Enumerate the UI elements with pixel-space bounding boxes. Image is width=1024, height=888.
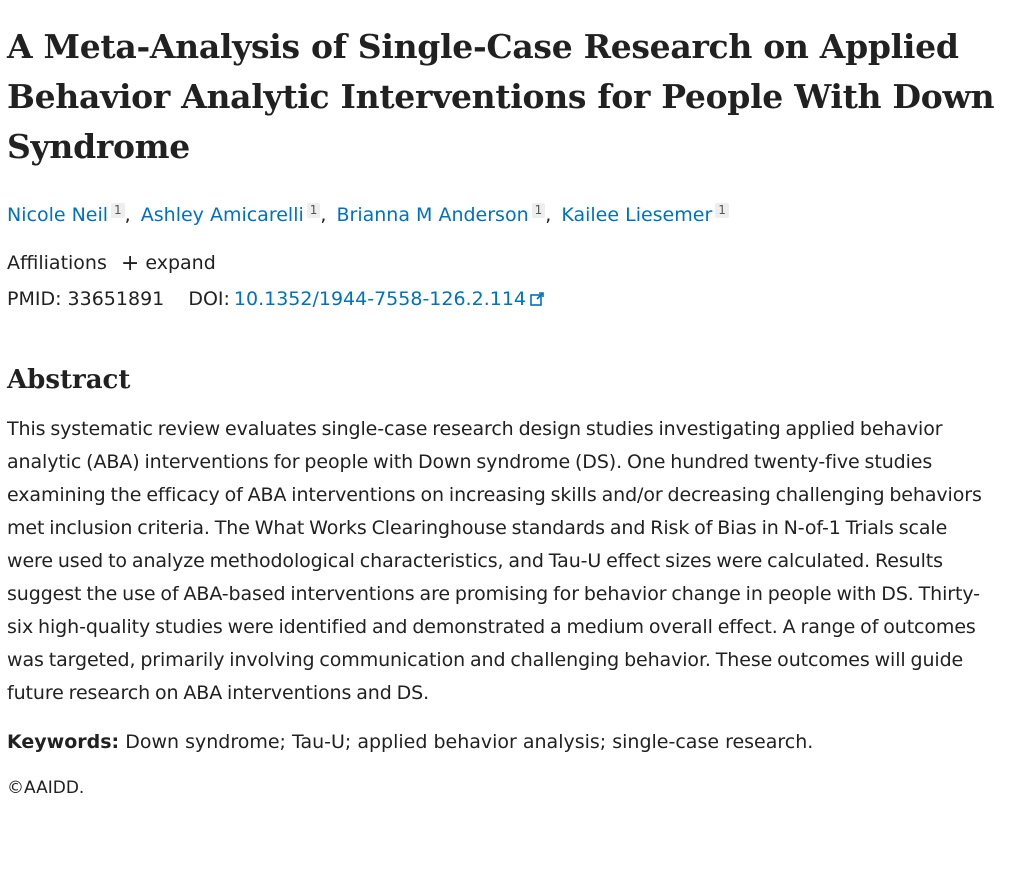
author-link[interactable]: Ashley Amicarelli xyxy=(140,204,304,226)
abstract-text: This systematic review evaluates single-case research design studies investigating applied behavior analytic (ABA) interventions for people with Down syndrome (DS). One hundred twenty-five studies examining the efficacy of ABA interventions on increasing skills and/or decreasing challenging behaviors met inclusion criteria. The What Works Clearinghouse standards and Risk of Bias in N-of-1 Trials scale were used to analyze methodological characteristics, and Tau-U effect sizes were calculated. Results suggest the use of ABA-based interventions are promising for behavior change in people with DS. Thirty-six high-quality studies were identified and demonstrated a medium overall effect. A range of outcomes was targeted, primarily involving communication and challenging behavior. These outcomes will guide future research on ABA interventions and DS. xyxy=(7,418,982,704)
affiliation-number[interactable]: 1 xyxy=(715,203,729,218)
author-list xyxy=(7,202,1007,228)
expand-affiliations-button[interactable] xyxy=(121,250,216,276)
doi-label: DOI: xyxy=(188,288,230,310)
expand-label: expand xyxy=(145,252,216,274)
plus-icon: + xyxy=(120,251,140,276)
article-title: A Meta-Analysis of Single-Case Research on Applied Behavior Analytic Interventions for People With Down Syndrome xyxy=(7,27,995,166)
doi-link[interactable] xyxy=(234,288,545,310)
doi-value: 10.1352/1944-7558-126.2.114 xyxy=(233,288,526,310)
keywords-value: Down syndrome; Tau-U; applied behavior analysis; single-case research. xyxy=(125,731,814,753)
author-link[interactable]: Nicole Neil xyxy=(7,204,109,226)
affiliation-number[interactable]: 1 xyxy=(532,203,546,218)
identifiers-row xyxy=(7,286,1007,314)
keywords-label: Keywords: xyxy=(7,731,120,753)
affiliation-number[interactable]: 1 xyxy=(111,203,125,218)
author-link[interactable]: Brianna M Anderson xyxy=(336,204,529,226)
affiliation-number[interactable]: 1 xyxy=(307,203,321,218)
affiliations-row xyxy=(7,250,1007,276)
article-page xyxy=(7,22,1007,800)
author-separator: , xyxy=(320,204,327,226)
pmid-value: 33651891 xyxy=(67,288,165,310)
abstract-heading: Abstract xyxy=(7,365,131,395)
affiliations-label: Affiliations xyxy=(7,252,107,274)
copyright-notice: ©AAIDD. xyxy=(7,778,85,798)
keywords-row xyxy=(7,728,1007,756)
author-separator: , xyxy=(545,204,552,226)
pmid-label: PMID: xyxy=(7,288,62,310)
author-link[interactable]: Kailee Liesemer xyxy=(561,204,713,226)
external-link-icon xyxy=(529,288,545,314)
author-separator: , xyxy=(124,204,131,226)
